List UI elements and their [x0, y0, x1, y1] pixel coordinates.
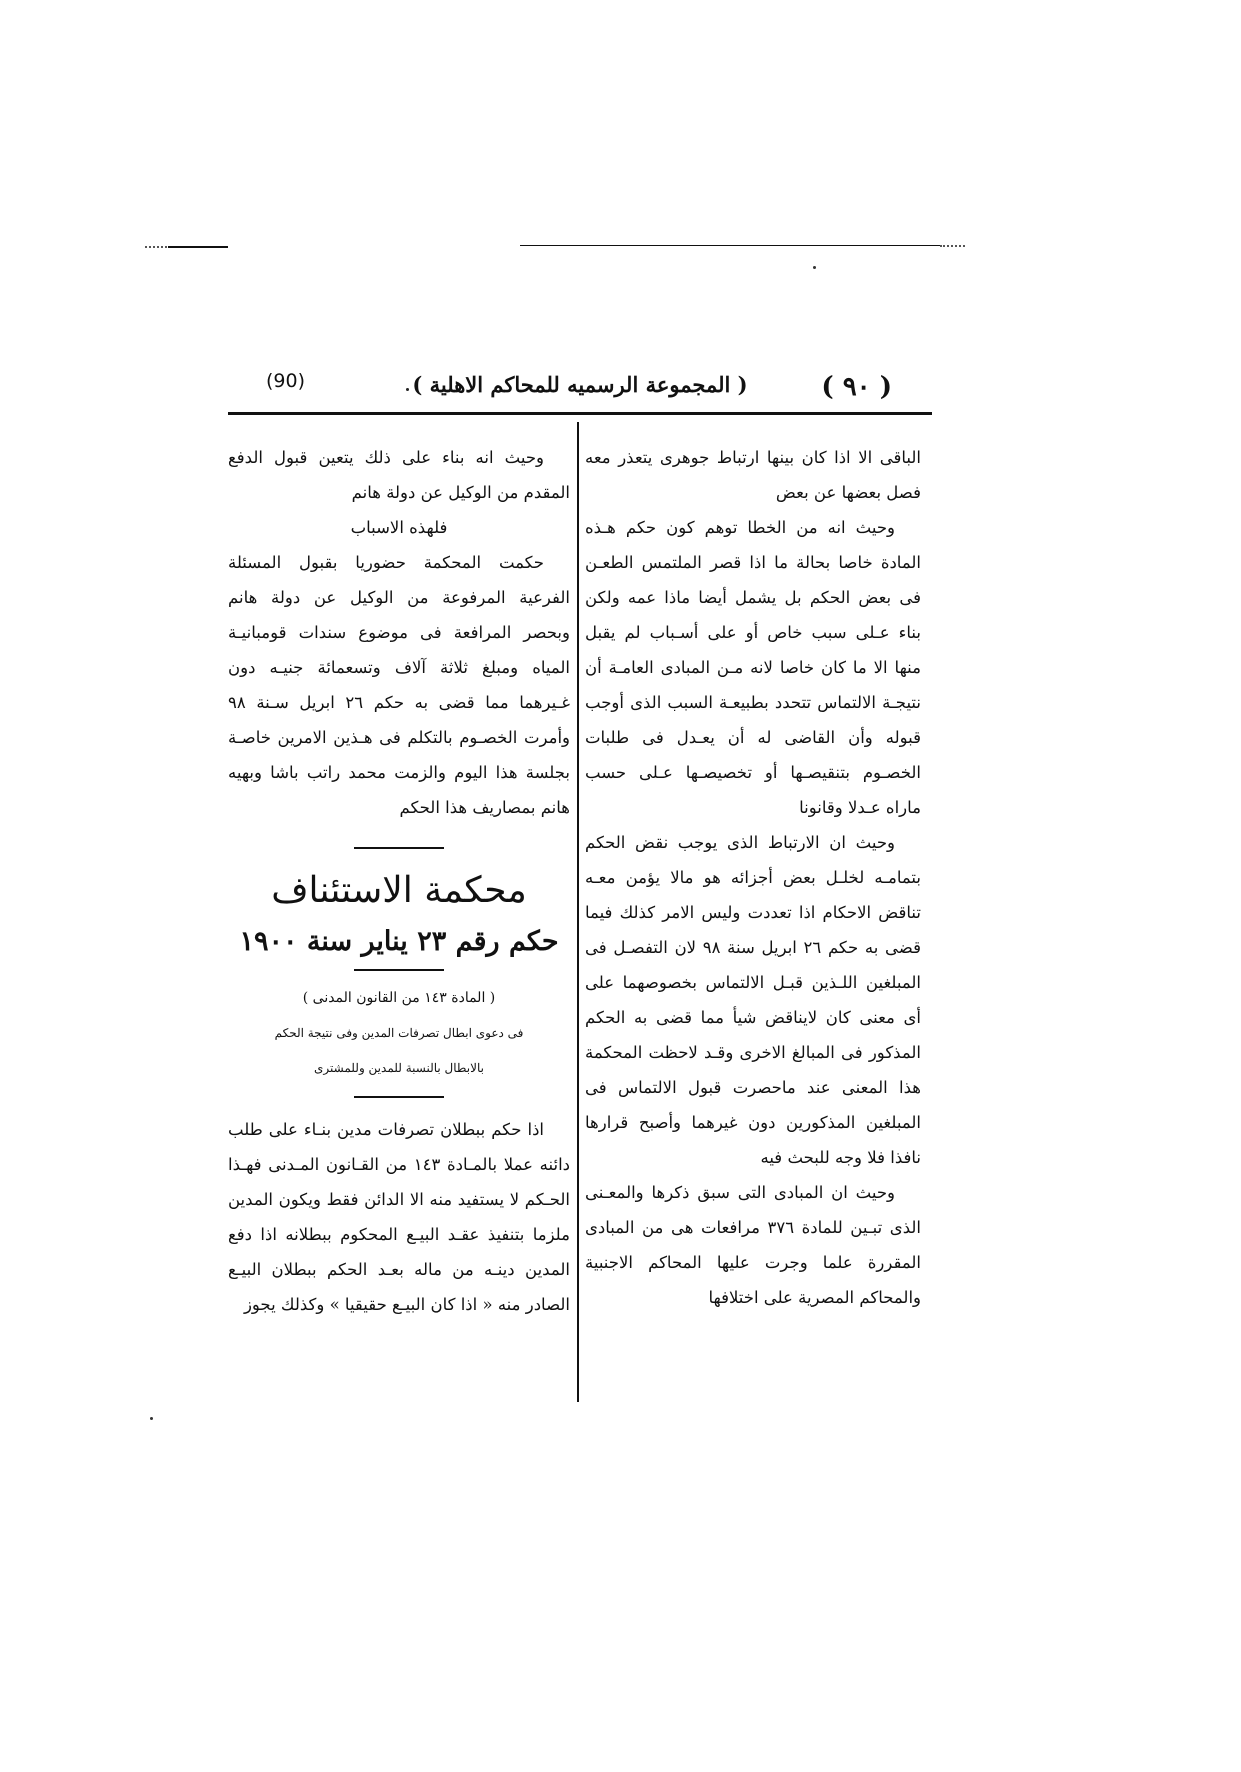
ruling-paragraph: حكمت المحكمة حضوريا بقبول المسئلة الفرعية المرفوعة من الوكيل عن دولة هانم وبحصر المرافعة فى موضوع سندات قومبانيـة المياه ومبلغ ثلاثة آلاف وتسعمائة جنيـه دون غـيرهما مما قضى به حكم ٢٦ ابريل سـنة ٩٨ وأمرت الخصـوم بالتكلم فى هـذين الامرين خاصـة بجلسة هذا اليوم والزمت محمد راتب باشا وبهيه هانم بمصاريف هذا الحكم — [228, 553, 571, 817]
header-dot — [406, 388, 409, 391]
section-divider — [354, 1096, 444, 1098]
header-rule — [228, 412, 932, 415]
subject-line: بالابطال بالنسبة للمدين وللمشترى — [314, 1061, 484, 1075]
paragraph: وحيث ان المبادى التى سبق ذكرها والمعـنى الذى تبـين للمادة ٣٧٦ مرافعات هى من المبادى المقررة علما وجرت عليها المحاكم الاجنبية والمحاكم المصرية على اختلافها — [585, 1183, 921, 1307]
section-divider — [354, 847, 444, 849]
subject-line: فى دعوى ابطال تصرفات المدين وفى نتيجة الحكم — [274, 1026, 524, 1040]
section-divider — [354, 969, 444, 971]
summary-paragraph: اذا حكم ببطلان تصرفات مدين بنـاء على طلب دائنه عملا بالمـادة ١٤٣ من القـانون المـدنى فهـذا الحـكم لا يستفيد منه الا الدائن فقط ويكون المدين ملزما بتنفيذ عقـد البيـع المحكوم ببطلانه اذا دفع المدين دينـه من ماله بعـد الحكم ببطلان البيـع الصادر منه « اذا كان البيـع حقيقيا » وكذلك يجوز — [228, 1120, 571, 1314]
paragraph: وحيث انه بناء على ذلك يتعين قبول الدفع المقدم من الوكيل عن دولة هانم — [228, 448, 570, 502]
top-left-rule — [168, 246, 228, 248]
reasons-heading: فلهذه الاسباب — [350, 518, 448, 537]
paragraph: الباقى الا اذا كان بينها ارتباط جوهرى يتعذر معه فصل بعضها عن بعض — [585, 448, 921, 502]
scan-speck — [813, 266, 816, 269]
column-divider — [577, 422, 579, 1402]
scan-speck — [150, 1417, 153, 1420]
ruling-title: حكم رقم ٢٣ يناير سنة ١٩٠٠ — [239, 926, 559, 957]
top-right-dashes — [940, 245, 965, 247]
publication-title: ( المجموعة الرسميه للمحاكم الاهلية ) — [412, 372, 748, 397]
article-reference: ( المادة ١٤٣ من القانون المدنى ) — [302, 990, 496, 1006]
left-column — [228, 440, 570, 1322]
paragraph: وحيث انه من الخطا توهم كون حكم هـذه المادة خاصا بحالة ما اذا قصر الملتمس الطعـن فى بعض الحكم بل يشمل أيضا ماذا عمه ولكن بناء عـلى سبب خاص أو على أسـباب لم يقبل منها الا ما كان خاصا لانه مـن المبادى العامـة أن نتيجـة الالتماس تتحدد بطبيعـة السبب الذى أوجب قبوله وأن القاضى له أن يعـدل فى طلبات الخصـوم بتنقيصـها أو تخصيصـها عـلى حسب ماراه عـدلا وقانونا — [585, 518, 921, 817]
page-header — [228, 368, 932, 410]
paragraph: وحيث ان الارتباط الذى يوجب نقض الحكم بتمامـه لخلـل بعض أجزائه هو مالا يؤمن معـه تناقض الاحكام اذا تعددت وليس الامر كذلك فيما قضى به حكم ٢٦ ابريل سنة ٩٨ لان التفصـل فى المبلغين اللـذين قبـل الالتماس بخصوصهما على أى معنى كان لايناقض شيأ مما قضى به الحكم المذكور فى المبالغ الاخرى وقـد لاحظت المحكمة هذا المعنى عند ماحصرت قبول الالتماس فى المبلغين المذكورين دون غيرهما وأصبح قرارها نافذا فلا وجه للبحث فيه — [585, 833, 921, 1167]
right-column — [585, 440, 921, 1315]
page-number-latin: (90) — [266, 370, 306, 392]
top-left-dashes — [145, 246, 167, 248]
page-number-arabic: ( ٩٠ ) — [821, 372, 892, 402]
top-right-rule — [520, 245, 940, 246]
court-title: محكمة الاستئناف — [271, 870, 527, 911]
